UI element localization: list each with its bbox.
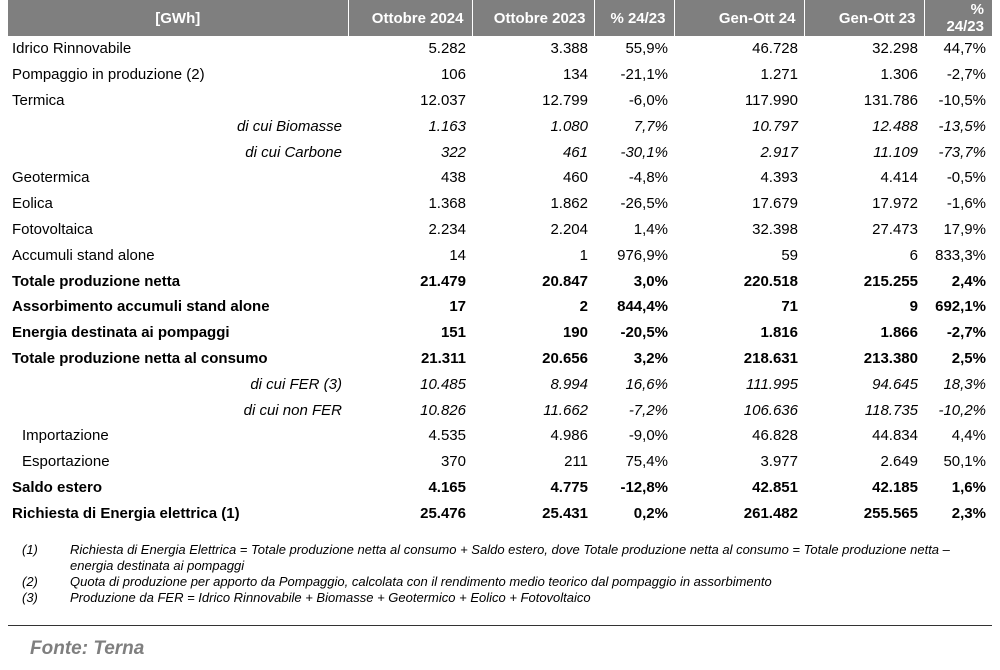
row-value: 460 — [562, 169, 588, 187]
table-row — [8, 165, 992, 191]
row-value: 370 — [440, 453, 466, 471]
footnote-text: Produzione da FER = Idrico Rinnovabile + Biomasse + Geotermico + Eolico + Fotovoltaico — [70, 590, 591, 605]
footnotes — [22, 542, 982, 606]
row-value: 1.862 — [550, 195, 588, 213]
row-value: 9 — [909, 298, 918, 316]
row-value: 2.204 — [550, 220, 588, 238]
row-value: 1,4% — [633, 220, 668, 238]
header-gen-ott-23: Gen-Ott 23 — [804, 0, 924, 36]
row-value: 46.828 — [752, 427, 798, 445]
row-value: 3,0% — [633, 272, 668, 290]
table-body — [8, 36, 992, 526]
row-value: 59 — [781, 246, 798, 264]
row-value: 25.431 — [542, 504, 588, 522]
row-value: 106.636 — [743, 401, 798, 419]
table-row — [8, 449, 992, 475]
row-value: 17,9% — [943, 220, 986, 238]
row-value: 4.393 — [760, 169, 798, 187]
row-label: Fotovoltaica — [12, 220, 93, 238]
row-value: 2,5% — [951, 349, 986, 367]
row-value: 44,7% — [943, 40, 986, 58]
row-value: 25.476 — [420, 504, 466, 522]
table-row — [8, 113, 992, 139]
row-value: 11.109 — [873, 143, 918, 161]
row-value: -9,0% — [628, 427, 668, 445]
table-row — [8, 139, 992, 165]
table-row — [8, 268, 992, 294]
row-value: -1,6% — [946, 195, 986, 213]
row-value: -6,0% — [628, 91, 668, 109]
table-row — [8, 191, 992, 217]
row-value: 833,3% — [935, 246, 986, 264]
row-value: 1.163 — [428, 117, 466, 135]
row-value: 4.986 — [550, 427, 588, 445]
table-row — [8, 88, 992, 114]
source-label: Fonte: Terna — [30, 638, 145, 659]
table-row — [8, 242, 992, 268]
table-row — [8, 500, 992, 526]
row-label: Idrico Rinnovabile — [12, 40, 132, 58]
row-value: 1,6% — [951, 478, 986, 496]
row-value: 134 — [562, 66, 588, 84]
row-value: -2,7% — [946, 66, 986, 84]
table-row — [8, 62, 992, 88]
table-row — [8, 36, 992, 62]
row-value: 4,4% — [951, 427, 986, 445]
row-label: Accumuli stand alone — [12, 246, 155, 264]
table-row — [8, 346, 992, 372]
row-value: -10,5% — [938, 91, 986, 109]
row-value: -73,7% — [938, 143, 986, 161]
row-value: 2.917 — [760, 143, 798, 161]
table-row — [8, 397, 992, 423]
footnote-number: (2) — [22, 574, 38, 589]
row-value: 18,3% — [943, 375, 986, 393]
row-value: 17 — [449, 298, 466, 316]
row-value: 2,4% — [951, 272, 986, 290]
row-value: 438 — [440, 169, 466, 187]
row-value: 21.479 — [420, 272, 466, 290]
divider — [8, 625, 992, 626]
row-value: 7,7% — [633, 117, 668, 135]
row-value: 4.414 — [880, 169, 918, 187]
row-value: 27.473 — [872, 220, 918, 238]
footnote-text: Richiesta di Energia Elettrica = Totale produzione netta al consumo + Saldo estero, dove Totale produzione netta al consumo = Totale produzione netta – energia destinata ai pompaggi — [70, 542, 950, 573]
row-value: 322 — [440, 143, 466, 161]
table-row — [8, 294, 992, 320]
row-value: 220.518 — [743, 272, 798, 290]
header-pct-ytd: % 24/23 — [924, 0, 992, 36]
row-value: 2.649 — [880, 453, 918, 471]
row-value: 3.388 — [550, 40, 588, 58]
energy-table-container — [8, 0, 992, 526]
table-header — [8, 0, 992, 36]
row-value: 20.847 — [542, 272, 588, 290]
row-value: 215.255 — [863, 272, 918, 290]
row-value: 1.866 — [880, 324, 918, 342]
row-value: -7,2% — [628, 401, 668, 419]
row-value: 976,9% — [617, 246, 668, 264]
row-value: 42.185 — [872, 478, 918, 496]
row-value: 5.282 — [428, 40, 466, 58]
row-value: 261.482 — [743, 504, 798, 522]
row-label: Esportazione — [22, 453, 110, 471]
row-value: 8.994 — [550, 375, 588, 393]
row-label: di cui non FER — [243, 401, 342, 419]
row-label: Termica — [12, 91, 65, 109]
row-value: 117.990 — [744, 91, 798, 109]
row-value: 14 — [449, 246, 466, 264]
row-value: 190 — [562, 324, 588, 342]
row-value: 55,9% — [625, 40, 668, 58]
row-value: 16,6% — [625, 375, 668, 393]
row-value: 17.679 — [752, 195, 798, 213]
row-value: 2.234 — [428, 220, 466, 238]
row-value: 12.037 — [420, 91, 466, 109]
row-value: 6 — [909, 246, 918, 264]
footnote-text: Quota di produzione per apporto da Pompaggio, calcolata con il rendimento medio teorico dal pompaggio in assorbimento — [70, 574, 772, 589]
row-value: 21.311 — [420, 349, 466, 367]
row-label: Richiesta di Energia elettrica (1) — [12, 504, 240, 522]
row-value: 46.728 — [752, 40, 798, 58]
row-value: -30,1% — [620, 143, 668, 161]
row-value: 10.797 — [752, 117, 798, 135]
row-label: Eolica — [12, 195, 53, 213]
row-value: 75,4% — [625, 453, 668, 471]
row-value: 111.995 — [746, 375, 798, 393]
row-value: 32.298 — [872, 40, 918, 58]
row-label: Totale produzione netta al consumo — [12, 349, 268, 367]
row-label: Geotermica — [12, 169, 90, 187]
row-label: Assorbimento accumuli stand alone — [12, 298, 270, 316]
row-value: 1.306 — [880, 66, 918, 84]
row-value: 1.080 — [550, 117, 588, 135]
row-value: 692,1% — [935, 298, 986, 316]
row-label: di cui FER (3) — [250, 375, 342, 393]
row-value: 1.816 — [760, 324, 798, 342]
table-row — [8, 423, 992, 449]
row-value: 10.826 — [420, 401, 466, 419]
row-value: 12.799 — [542, 91, 588, 109]
row-value: 10.485 — [420, 375, 466, 393]
row-label: di cui Carbone — [245, 143, 342, 161]
row-value: 20.656 — [542, 349, 588, 367]
row-value: -13,5% — [938, 117, 986, 135]
footnote — [22, 542, 982, 574]
row-value: -4,8% — [628, 169, 668, 187]
row-label: di cui Biomasse — [236, 117, 342, 135]
row-value: -26,5% — [620, 195, 668, 213]
row-value: -0,5% — [946, 169, 986, 187]
row-value: -2,7% — [946, 324, 986, 342]
row-label: Totale produzione netta — [12, 272, 181, 290]
row-value: 151 — [440, 324, 466, 342]
row-value: 42.851 — [752, 478, 798, 496]
row-value: 461 — [562, 143, 588, 161]
header-unit: [GWh] — [8, 0, 348, 36]
row-value: 131.786 — [863, 91, 918, 109]
row-value: -21,1% — [620, 66, 668, 84]
row-value: 44.834 — [872, 427, 918, 445]
row-value: 3.977 — [760, 453, 798, 471]
header-ottobre-2023: Ottobre 2023 — [472, 0, 594, 36]
row-value: 118.735 — [864, 401, 918, 419]
row-value: 1 — [579, 246, 588, 264]
row-value: 4.775 — [550, 478, 588, 496]
footnote — [22, 574, 982, 590]
row-value: 4.535 — [428, 427, 466, 445]
table-row — [8, 475, 992, 501]
row-value: 50,1% — [943, 453, 986, 471]
header-gen-ott-24: Gen-Ott 24 — [674, 0, 804, 36]
row-value: 3,2% — [633, 349, 668, 367]
row-value: 213.380 — [863, 349, 918, 367]
row-value: -10,2% — [938, 401, 986, 419]
row-value: 94.645 — [872, 375, 918, 393]
energy-table — [8, 0, 992, 526]
row-value: 1.368 — [428, 195, 466, 213]
row-value: 17.972 — [872, 195, 918, 213]
table-row — [8, 371, 992, 397]
footnote — [22, 590, 982, 606]
header-row — [8, 0, 992, 36]
row-value: 2 — [579, 298, 588, 316]
footnote-number: (1) — [22, 542, 38, 557]
header-pct-month: % 24/23 — [594, 0, 674, 36]
row-value: 218.631 — [743, 349, 798, 367]
row-value: 4.165 — [428, 478, 466, 496]
row-value: 0,2% — [633, 504, 668, 522]
row-value: 12.488 — [872, 117, 918, 135]
row-value: -12,8% — [620, 478, 668, 496]
row-value: 211 — [564, 453, 588, 471]
table-row — [8, 320, 992, 346]
row-label: Saldo estero — [12, 478, 103, 496]
row-value: 71 — [781, 298, 798, 316]
row-label: Energia destinata ai pompaggi — [12, 324, 230, 342]
row-label: Pompaggio in produzione (2) — [12, 66, 205, 84]
row-value: -20,5% — [620, 324, 668, 342]
row-value: 1.271 — [760, 66, 798, 84]
row-value: 11.662 — [543, 401, 588, 419]
row-value: 106 — [440, 66, 466, 84]
row-value: 32.398 — [752, 220, 798, 238]
row-value: 2,3% — [951, 504, 986, 522]
table-row — [8, 217, 992, 243]
header-ottobre-2024: Ottobre 2024 — [348, 0, 472, 36]
row-label: Importazione — [22, 427, 109, 445]
footnote-number: (3) — [22, 590, 38, 605]
row-value: 844,4% — [617, 298, 668, 316]
row-value: 255.565 — [863, 504, 918, 522]
